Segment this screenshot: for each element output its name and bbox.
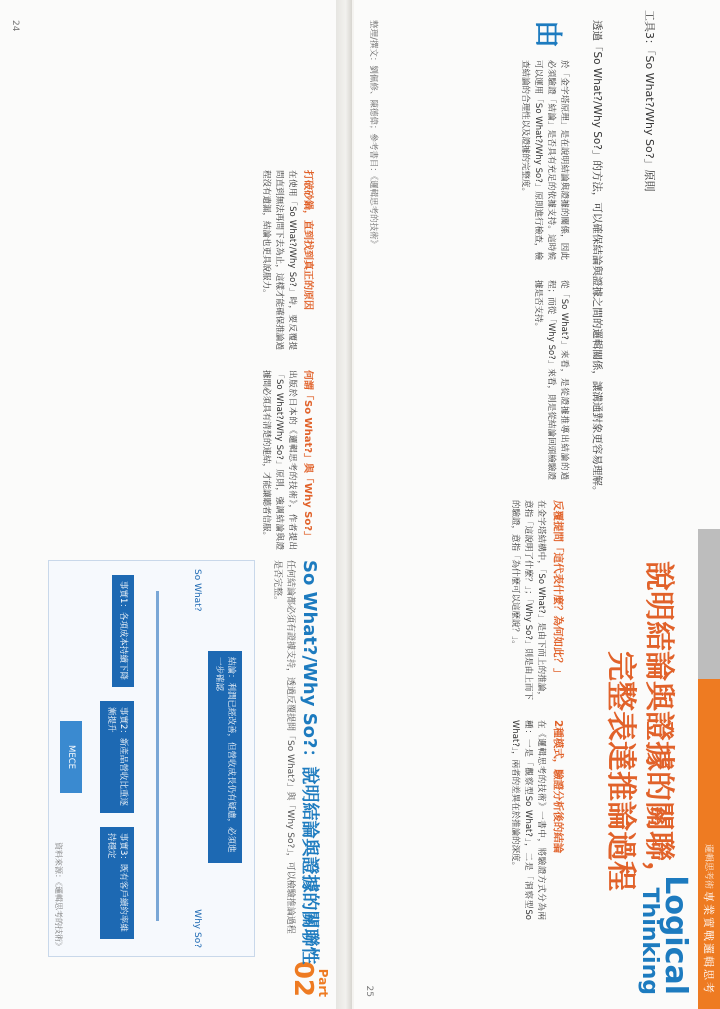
diagram-source: 資料來源：《邏輯思考的技術》 (54, 842, 63, 950)
label-so-what: So What? (192, 569, 202, 612)
article-column-2 (531, 280, 570, 480)
header-sub: 邏輯思考術 (703, 843, 713, 889)
spine-gutter (336, 0, 352, 1009)
brand-line2: Thinking (637, 887, 662, 995)
diagram-conclusion-box: 結論：利潤已經改善，但營收成長仍有疑慮，必須進一步確認 (208, 651, 242, 863)
bottom-column-b-heading: 打破砂鍋，直到找到真正的原因 (302, 170, 313, 310)
diagram-arrow-horizontal (156, 591, 159, 921)
page-number-right: 25 (364, 985, 374, 997)
bottom-column-a-text: 出版於日本的《邏輯思考的技術》，作者提出「So What?/Why So?」原則，強調結論與證據間必須具有清楚的連結，才能讓聽者信服。 (261, 370, 297, 550)
header-gray-band (698, 529, 720, 679)
article-credit: 整理/撰文：劉佩修、陳德偉；參考書目：《邏輯思考的技術》 (368, 20, 378, 249)
label-why-so: Why So? (192, 909, 202, 948)
part-label: Part (316, 968, 330, 997)
article-column-1 (518, 60, 570, 260)
part-number: 02 (288, 960, 318, 997)
column-3-text: 在金字塔結構中，「So What?」是由下而上的推論，意指「這說明了什麼？」；「Why So?」則是由上而下的驗證，意指「為什麼可以這麼說？」。 (510, 500, 546, 700)
article-column-3 (508, 500, 570, 700)
bottom-column-a (259, 370, 320, 550)
brand-line1: Logical (658, 875, 693, 995)
header-column-name: 專業實戰邏輯思考 (702, 891, 715, 995)
drop-cap: 由 (532, 20, 565, 49)
article-intro: 透過「So What?/Why So?」的方法，可以確保結論與證據之間的邏輯關係，讓溝通對象更容易理解。 (591, 20, 603, 497)
column-1-text: 於「金字塔原理」是在說明結論與證據的關係，因此必須驗證「結論」是否具有充足的依據支持。這時候可以運用「So What?/Why So?」原則進行檢查，檢查結論的合理性以及證據的完整度。 (520, 60, 569, 260)
so-what-diagram (48, 560, 255, 957)
article-column-4 (508, 720, 570, 920)
article-title-line2: 完整表達推論過程 (603, 651, 638, 891)
right-page (354, 0, 720, 1009)
section-title: So What?/Why So?：說明結論與證據的關聯性 (299, 560, 320, 965)
diagram-fact-2: 事實2：新產品營收比重逐漸提升 (100, 701, 134, 813)
article-title-line1: 說明結論與證據的關聯， (641, 561, 676, 891)
diagram-fact-3: 事實3：既有客戶續約率維持穩定 (100, 827, 134, 939)
bottom-column-a-heading: 何謂「So What?」與「Why So?」 (302, 370, 313, 542)
bottom-column-b (259, 170, 320, 350)
column-3-heading: 反覆提問「這代表什麼？為何如此？」 (552, 500, 564, 679)
brand-logo (637, 875, 693, 995)
column-4-text: 在《邏輯思考的技術》一書中，將驗證方式分為兩種：一是「觀察型So What?」，二是「洞察型So What?」，兩者的差異在於推論的深度。 (510, 720, 546, 920)
section-note: 任何結論都必須有證據支持，透過反覆提問「So What?」與「Why So?」，可以檢驗推論過程是否完整。 (272, 560, 295, 934)
column-2-text: 從「So What?」來看，是從證據推導出結論的過程；而從「Why So?」來看，則是從結論回頭檢驗證據是否支持。 (533, 280, 569, 480)
article-kicker: 工具3：「So What?/Why So?」原則 (643, 10, 656, 192)
diagram-fact-1: 事實1：各項成本持續下降 (112, 575, 134, 687)
page-header (698, 0, 720, 1009)
page-number-left: 24 (10, 20, 20, 32)
diagram-mece-label: MECE (60, 721, 82, 793)
bottom-column-b-text: 在使用「So What?/Why So?」時，要反覆提問直到無法再問下去為止，這樣才能確保推論過程沒有遺漏，結論也更具說服力。 (261, 170, 297, 350)
column-4-heading: 2種模式，驗證分析後的結論 (552, 720, 564, 854)
part-marker (290, 961, 330, 997)
